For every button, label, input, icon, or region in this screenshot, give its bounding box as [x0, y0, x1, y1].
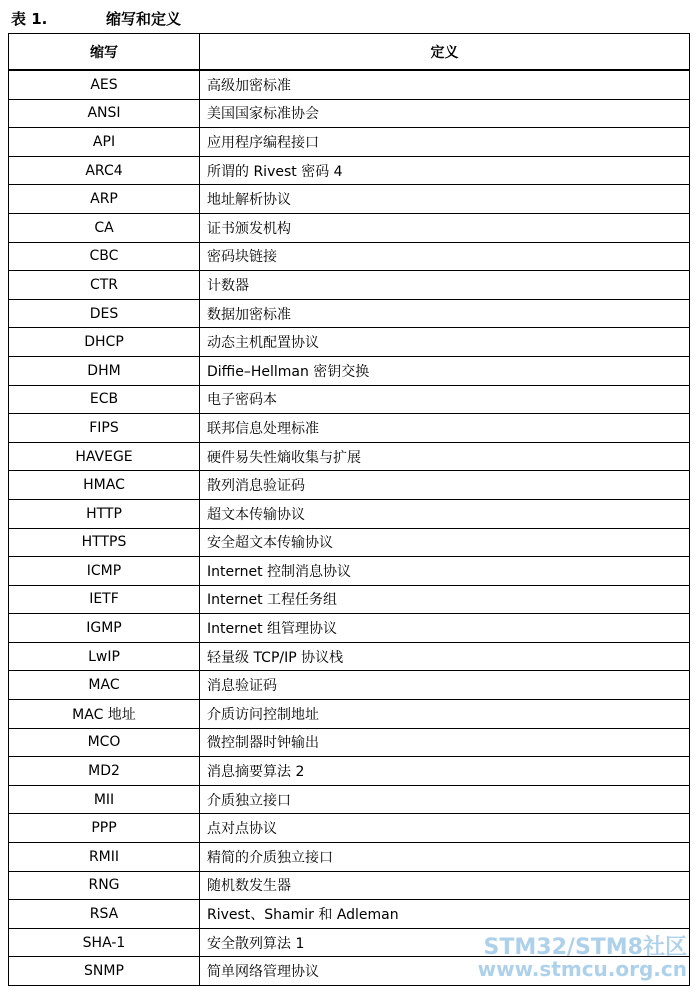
table-row: [9, 900, 690, 929]
definition-cell: 简单网络管理协议: [200, 957, 690, 986]
definition-cell: 散列消息验证码: [200, 471, 690, 500]
table-row: [9, 728, 690, 757]
abbreviation-cell: CBC: [9, 242, 200, 271]
abbreviation-cell: RSA: [9, 900, 200, 929]
definition-cell: 密码块链接: [200, 242, 690, 271]
abbreviation-cell: CA: [9, 213, 200, 242]
definition-cell: 美国国家标准协会: [200, 99, 690, 128]
definition-cell: 精简的介质独立接口: [200, 843, 690, 872]
table-row: [9, 871, 690, 900]
abbreviation-cell: HMAC: [9, 471, 200, 500]
abbreviation-cell: DHM: [9, 356, 200, 385]
abbreviation-cell: ICMP: [9, 557, 200, 586]
definition-cell: Diffie–Hellman 密钥交换: [200, 356, 690, 385]
definition-cell: Internet 工程任务组: [200, 585, 690, 614]
table-row: [9, 814, 690, 843]
watermark-url: www.stmcu.org.cn: [477, 957, 687, 982]
definition-cell: 安全散列算法 1: [200, 928, 690, 957]
abbreviation-cell: IGMP: [9, 614, 200, 643]
abbreviation-cell: DHCP: [9, 328, 200, 357]
abbreviation-cell: ARP: [9, 185, 200, 214]
table-row: [9, 213, 690, 242]
abbreviation-cell: SHA-1: [9, 928, 200, 957]
definition-cell: Internet 控制消息协议: [200, 557, 690, 586]
definition-cell: 点对点协议: [200, 814, 690, 843]
definition-cell: 数据加密标准: [200, 299, 690, 328]
definition-cell: 计数器: [200, 271, 690, 300]
abbreviation-cell: ECB: [9, 385, 200, 414]
table-row: [9, 385, 690, 414]
table-row: [9, 585, 690, 614]
definition-cell: 证书颁发机构: [200, 213, 690, 242]
abbreviation-cell: RMII: [9, 843, 200, 872]
definition-cell: 超文本传输协议: [200, 499, 690, 528]
definition-cell: 电子密码本: [200, 385, 690, 414]
definition-cell: 所谓的 Rivest 密码 4: [200, 156, 690, 185]
definition-cell: 消息摘要算法 2: [200, 757, 690, 786]
definition-cell: 介质独立接口: [200, 785, 690, 814]
table-body: [9, 70, 690, 986]
table-row: [9, 414, 690, 443]
table-row: [9, 785, 690, 814]
abbreviation-cell: MII: [9, 785, 200, 814]
table-row: [9, 614, 690, 643]
definition-cell: 安全超文本传输协议: [200, 528, 690, 557]
abbreviation-cell: API: [9, 128, 200, 157]
table-row: [9, 356, 690, 385]
abbreviation-cell: IETF: [9, 585, 200, 614]
abbreviation-cell: FIPS: [9, 414, 200, 443]
abbreviation-cell: MAC: [9, 671, 200, 700]
table-row: [9, 957, 690, 986]
table-row: [9, 499, 690, 528]
table-row: [9, 185, 690, 214]
column-header-abbreviation: 缩写: [9, 34, 200, 71]
table-row: [9, 442, 690, 471]
abbreviation-cell: RNG: [9, 871, 200, 900]
abbreviation-cell: CTR: [9, 271, 200, 300]
abbreviation-cell: HTTPS: [9, 528, 200, 557]
table-title: 缩写和定义: [106, 10, 182, 28]
definition-cell: 硬件易失性熵收集与扩展: [200, 442, 690, 471]
table-row: [9, 700, 690, 729]
definition-cell: 消息验证码: [200, 671, 690, 700]
table-row: [9, 843, 690, 872]
abbreviation-cell: HAVEGE: [9, 442, 200, 471]
table-number: 表 1.: [11, 10, 48, 28]
table-row: [9, 928, 690, 957]
table-row: [9, 328, 690, 357]
table-row: [9, 671, 690, 700]
definition-cell: 随机数发生器: [200, 871, 690, 900]
abbreviation-cell: DES: [9, 299, 200, 328]
definition-cell: 轻量级 TCP/IP 协议栈: [200, 642, 690, 671]
table-row: [9, 128, 690, 157]
watermark-site-name: STM32/STM8社区: [483, 935, 687, 960]
definition-cell: 联邦信息处理标准: [200, 414, 690, 443]
abbreviation-cell: MD2: [9, 757, 200, 786]
definition-cell: Rivest、Shamir 和 Adleman: [200, 900, 690, 929]
definition-cell: 动态主机配置协议: [200, 328, 690, 357]
table-row: [9, 70, 690, 99]
table-row: [9, 99, 690, 128]
definition-cell: 微控制器时钟输出: [200, 728, 690, 757]
definition-cell: 地址解析协议: [200, 185, 690, 214]
definition-cell: 高级加密标准: [200, 70, 690, 99]
definition-cell: 介质访问控制地址: [200, 700, 690, 729]
abbreviation-cell: HTTP: [9, 499, 200, 528]
table-row: [9, 642, 690, 671]
table-row: [9, 528, 690, 557]
table-row: [9, 557, 690, 586]
table-row: [9, 299, 690, 328]
definition-cell: Internet 组管理协议: [200, 614, 690, 643]
abbreviation-cell: AES: [9, 70, 200, 99]
table-row: [9, 757, 690, 786]
table-row: [9, 271, 690, 300]
abbreviation-cell: LwIP: [9, 642, 200, 671]
table-row: [9, 471, 690, 500]
abbreviation-cell: ARC4: [9, 156, 200, 185]
abbreviation-cell: MCO: [9, 728, 200, 757]
abbreviation-cell: MAC 地址: [9, 700, 200, 729]
table-caption: [11, 6, 181, 32]
table-row: [9, 156, 690, 185]
abbreviation-cell: PPP: [9, 814, 200, 843]
definition-cell: 应用程序编程接口: [200, 128, 690, 157]
table-header-row: [9, 34, 690, 71]
abbreviation-cell: SNMP: [9, 957, 200, 986]
abbreviation-cell: ANSI: [9, 99, 200, 128]
column-header-definition: 定义: [200, 34, 690, 71]
abbreviations-table: [8, 33, 690, 986]
table-row: [9, 242, 690, 271]
